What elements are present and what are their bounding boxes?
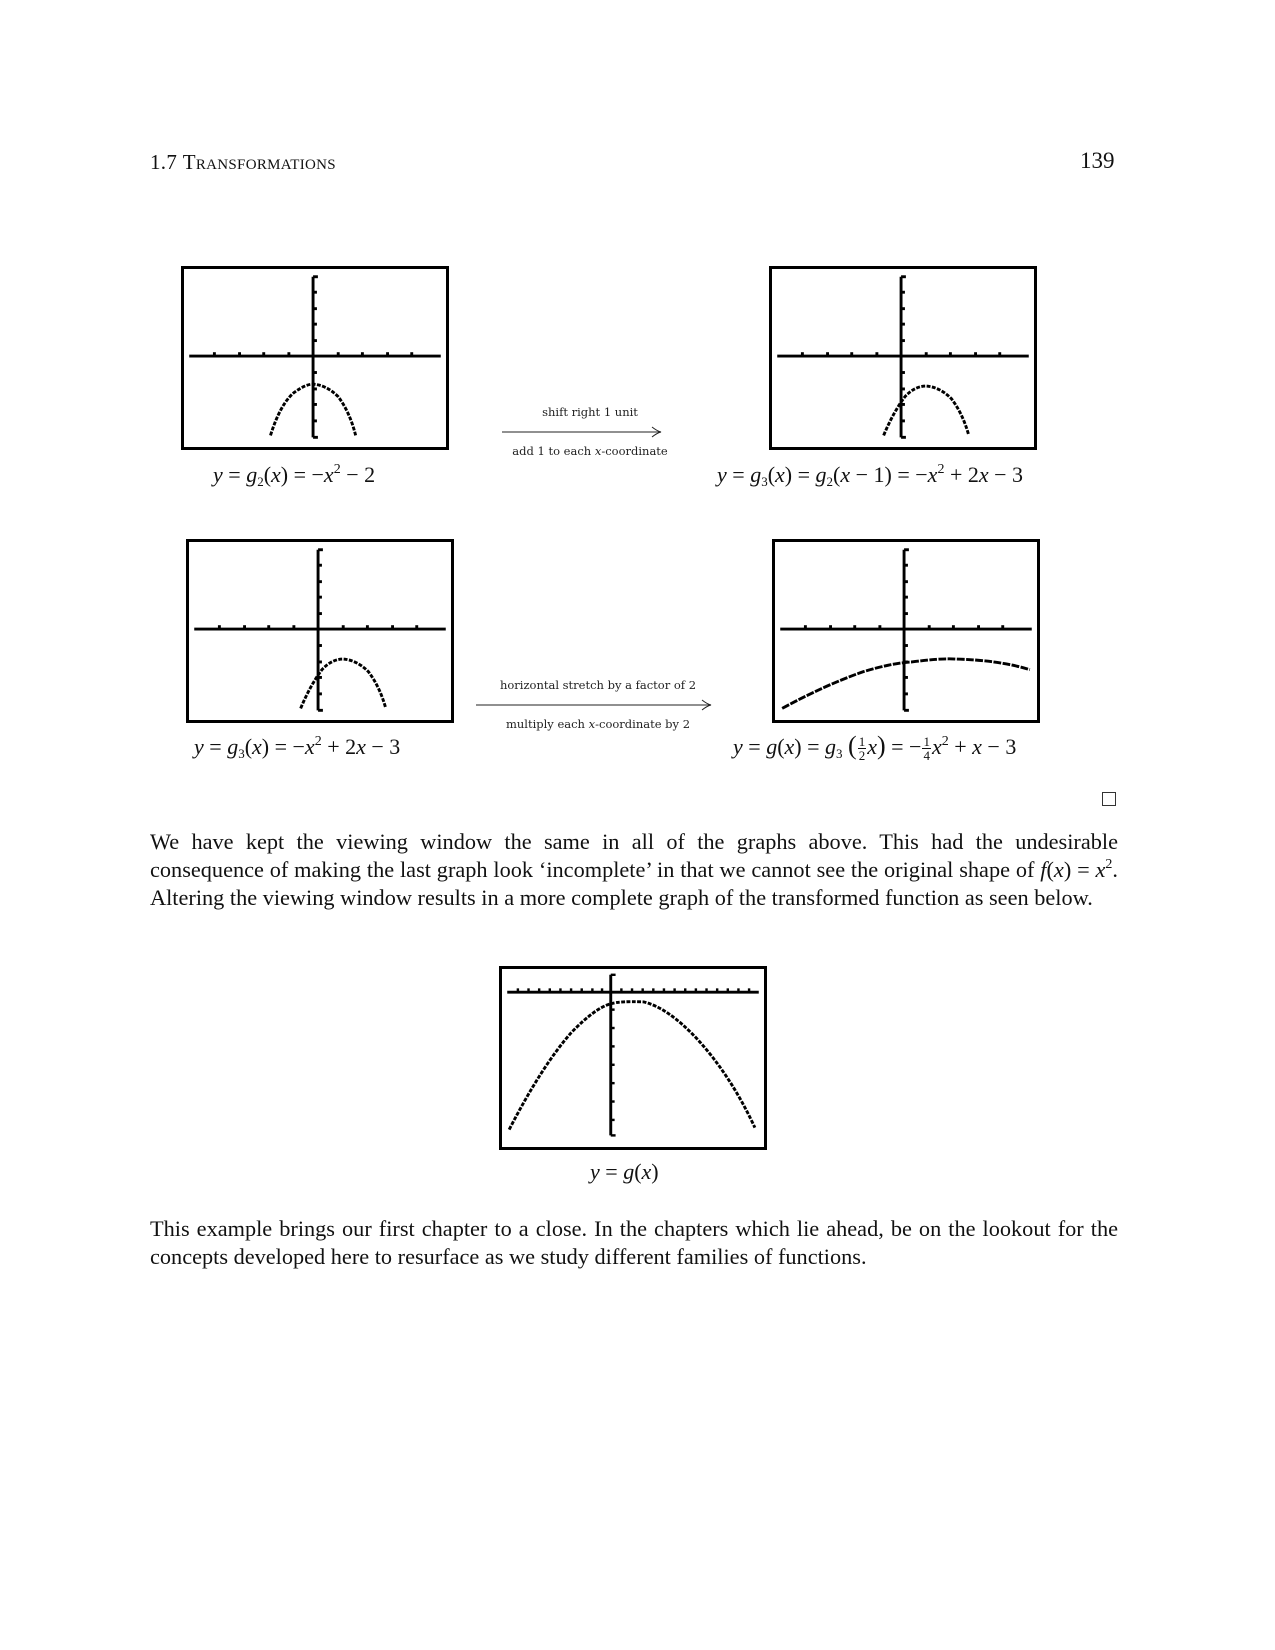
arrow-label-top: shift right 1 unit	[542, 405, 638, 419]
calculator-graph-g3	[186, 539, 454, 723]
arrow-label-bottom: add 1 to each x-coordinate	[512, 444, 668, 458]
right-arrow-icon	[490, 425, 690, 439]
graph-plot-g2	[184, 269, 446, 447]
caption-g2: $y = g_2(x) = -x^2 - 2$	[213, 462, 376, 489]
arrow-label-bottom: multiply each x-coordinate by 2	[505, 717, 691, 731]
calculator-graph-g-full-window	[499, 966, 767, 1150]
calculator-graph-g	[772, 539, 1040, 723]
transformation-arrow-stretch	[474, 678, 722, 731]
graph-plot-g3	[189, 542, 451, 720]
right-arrow-icon	[474, 698, 722, 712]
qed-box-icon	[1102, 792, 1116, 806]
page-number: 139	[1080, 148, 1115, 173]
transformation-arrow-shift	[490, 405, 690, 458]
calculator-graph-g3-shifted	[769, 266, 1037, 450]
caption-g3-shifted: $y = g_3(x) = g_2(x - 1) = -x^2 + 2x - 3$	[717, 462, 1024, 489]
caption-g-full: y = g(x)	[590, 1159, 659, 1184]
running-header-section	[150, 150, 336, 175]
calculator-graph-g2	[181, 266, 449, 450]
section-title: Transformations	[182, 150, 336, 174]
section-number: 1.7	[150, 150, 178, 174]
paragraph-viewing-window: We have kept the viewing window the same in all of the graphs above. This had the undesirable consequence of making the last graph look ‘incomplete’ in that we cannot see the original shape of $f(x) = x^2$. Altering the viewing window results in a more complete graph of the transformed function as seen below.	[150, 829, 1118, 910]
graph-plot-g-full	[502, 969, 764, 1147]
graph-plot-g3-shifted	[772, 269, 1034, 447]
paragraph-chapter-close: This example brings our first chapter to a close. In the chapters which lie ahead, be on the lookout for the concepts developed here to resurface as we study different families of functions.	[150, 1216, 1118, 1269]
caption-g: $y = g(x) = g_3$ ( $\frac{1}{2}$ x) = − $\frac{1}{4}$ $x^2 + x - 3$	[733, 731, 1017, 764]
graph-plot-g	[775, 542, 1037, 720]
caption-g3: $y = g_3(x) = -x^2 + 2x - 3$	[194, 734, 401, 761]
arrow-label-top: horizontal stretch by a factor of 2	[499, 678, 697, 692]
